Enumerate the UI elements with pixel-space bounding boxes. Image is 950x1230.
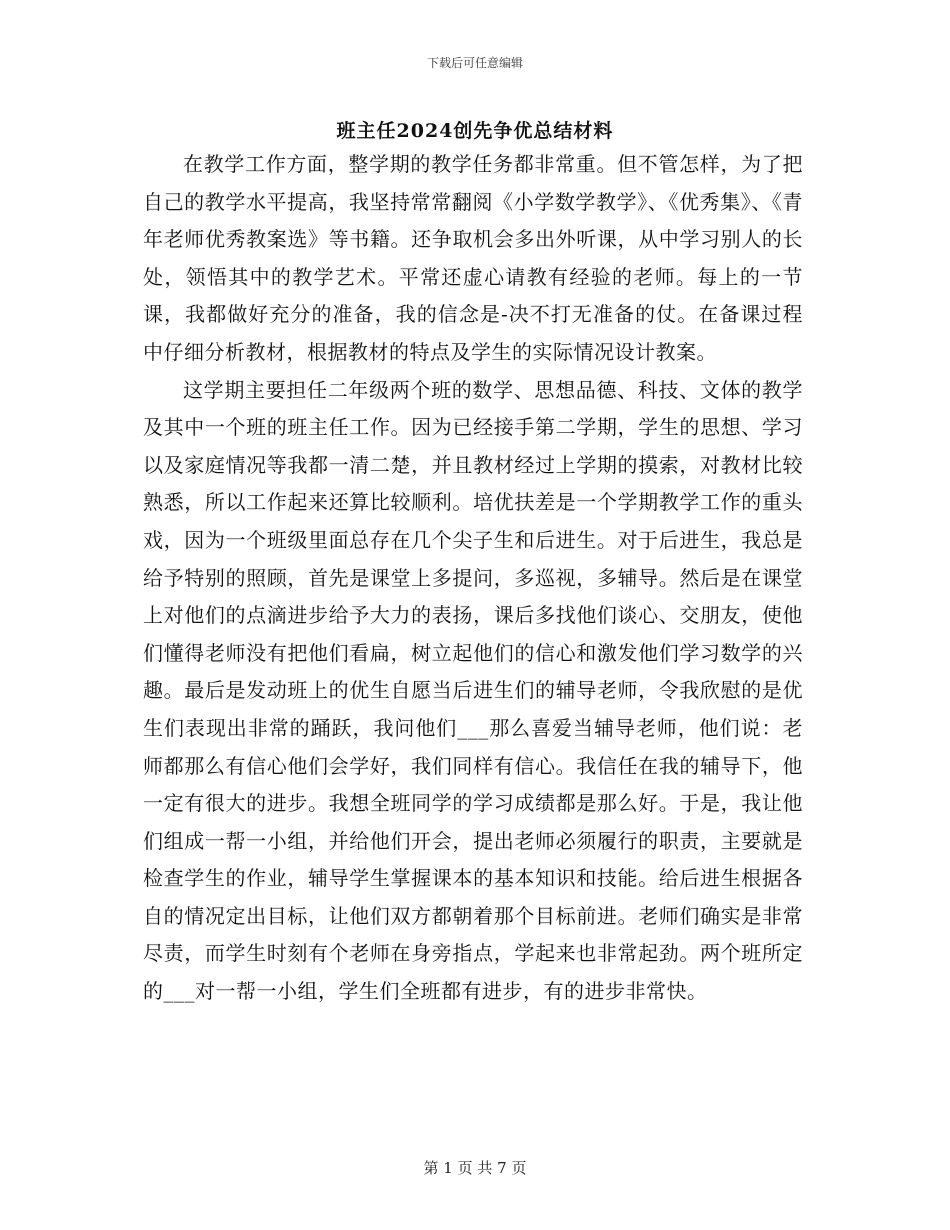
paragraph-teaching-work: 在教学工作方面，整学期的教学任务都非常重。但不管怎样，为了把自己的教学水平提高，我坚持常常翻阅《小学数学教学》、《优秀集》、《青年老师优秀教案选》等书籍。还争取机会多出外听课，从中学习别人的长处，领悟其中的教学艺术。平常还虚心请教有经验的老师。每上的一节课，我都做好充分的准备，我的信念是-决不打无准备的仗。在备课过程中仔细分析教材，根据教材的特点及学生的实际情况设计教案。 xyxy=(143,152,803,364)
document-body xyxy=(143,146,803,1011)
page-number: 第 1 页 共 7 页 xyxy=(423,1159,527,1177)
document-title: 班主任2024创先争优总结材料 xyxy=(336,120,614,142)
page-header-note: 下载后可任意编辑 xyxy=(426,56,523,70)
paragraph-class-duties: 这学期主要担任二年级两个班的数学、思想品德、科技、文体的教学及其中一个班的班主任工作。因为已经接手第二学期，学生的思想、学习以及家庭情况等我都一清二楚，并且教材经过上学期的摸索，对教材比较熟悉，所以工作起来还算比较顺利。培优扶差是一个学期教学工作的重头戏，因为一个班级里面总存在几个尖子生和后进生。对于后进生，我总是给予特别的照顾，首先是课堂上多提问，多巡视，多辅导。然后是在课堂上对他们的点滴进步给予大力的表扬，课后多找他们谈心、交朋友，使他们懂得老师没有把他们看扁，树立起他们的信心和激发他们学习数学的兴趣。最后是发动班上的优生自愿当后进生们的辅导老师，令我欣慰的是优生们表现出非常的踊跃，我问他们___那么喜爱当辅导老师，他们说：老师都那么有信心他们会学好，我们同样有信心。我信任在我的辅导下，他一定有很大的进步。我想全班同学的学习成绩都是那么好。于是，我让他们组成一帮一小组，并给他们开会，提出老师必须履行的职责，主要就是检查学生的作业，辅导学生掌握课本的基本知识和技能。给后进生根据各自的情况定出目标，让他们双方都朝着那个目标前进。老师们确实是非常尽责，而学生时刻有个老师在身旁指点，学起来也非常起劲。两个班所定的___对一帮一小组，学生们全班都有进步，有的进步非常快。 xyxy=(143,377,803,1004)
